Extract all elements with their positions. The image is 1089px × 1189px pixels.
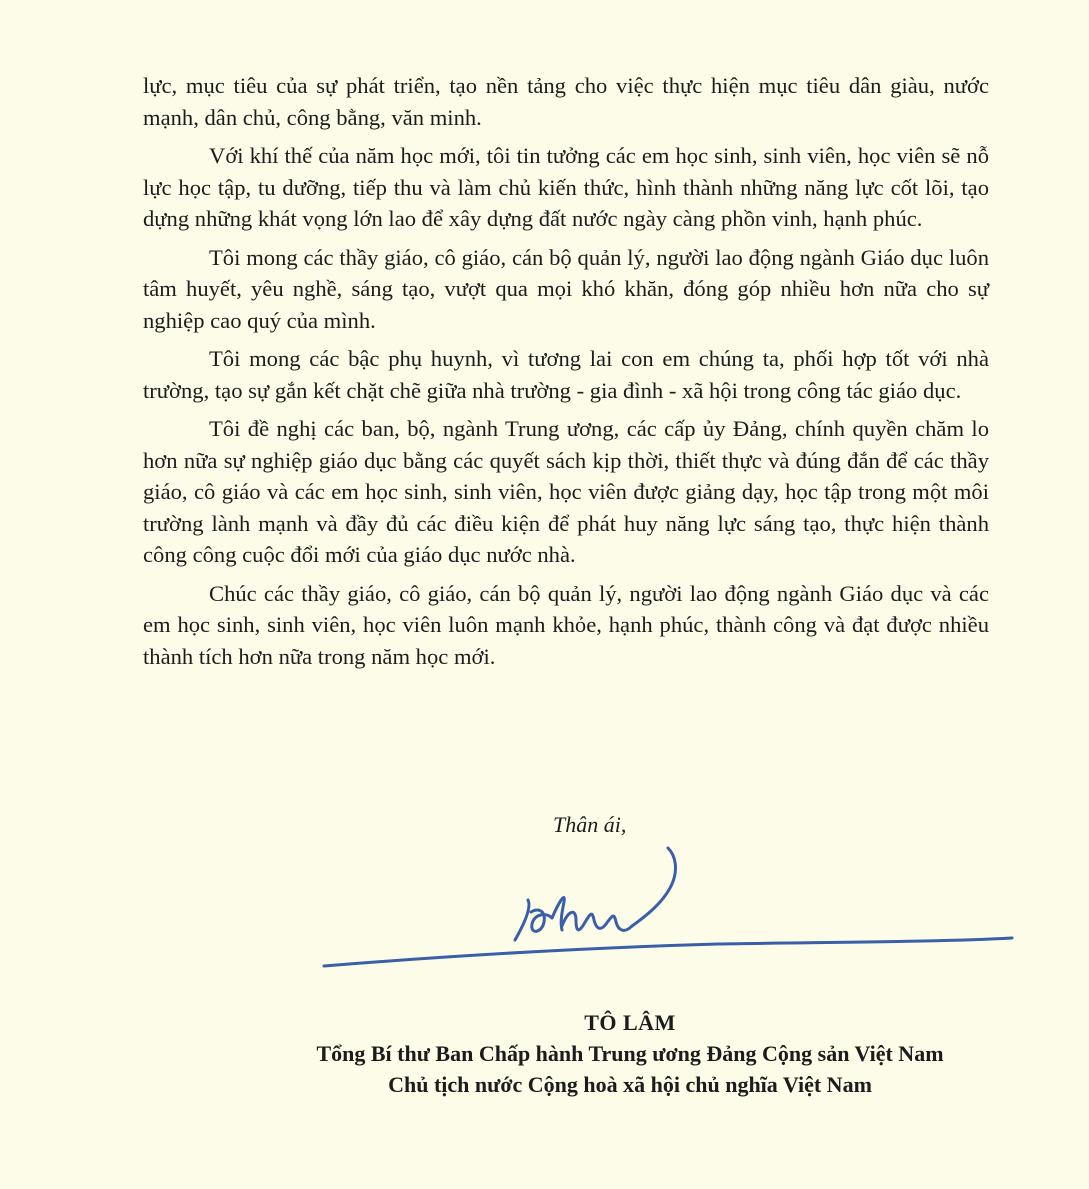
paragraph-authorities: Tôi đề nghị các ban, bộ, ngành Trung ương, các cấp ủy Đảng, chính quyền chăm lo hơn nữa sự nghiệp giáo dục bằng các quyết sách kịp thời, thiết thực và đúng đắn để các thầy giáo, cô giáo và các em học sinh, sinh viên, học viên được giảng dạy, học tập trong một môi trường lành mạnh và đầy đủ các điều kiện để phát huy năng lực sáng tạo, thực hiện thành công công cuộc đổi mới của giáo dục nước nhà. [143,416,989,567]
signer-block [180,1008,1080,1100]
signer-title-party: Tổng Bí thư Ban Chấp hành Trung ương Đảng Cộng sản Việt Nam [316,1041,944,1066]
paragraph-teachers: Tôi mong các thầy giáo, cô giáo, cán bộ quản lý, người lao động ngành Giáo dục luôn tâm huyết, yêu nghề, sáng tạo, vượt qua mọi khó khăn, đóng góp nhiều hơn nữa cho sự nghiệp cao quý của mình. [143,244,989,333]
signer-name: TÔ LÂM [584,1010,676,1035]
signature-icon [318,838,1018,978]
signer-title-state: Chủ tịch nước Cộng hoà xã hội chủ nghĩa Việt Nam [388,1072,872,1097]
closing-salutation: Thân ái, [553,812,627,837]
paragraph-continuation: lực, mục tiêu của sự phát triển, tạo nền tảng cho việc thực hiện mục tiêu dân giàu, nước mạnh, dân chủ, công bằng, văn minh. [143,73,989,130]
letter-body [143,70,989,679]
paragraph-wishes: Chúc các thầy giáo, cô giáo, cán bộ quản lý, người lao động ngành Giáo dục và các em học sinh, sinh viên, học viên luôn mạnh khỏe, hạnh phúc, thành công và đạt được nhiều thành tích hơn nữa trong năm học mới. [143,580,989,669]
paragraph-parents: Tôi mong các bậc phụ huynh, vì tương lai con em chúng ta, phối hợp tốt với nhà trường, tạo sự gắn kết chặt chẽ giữa nhà trường - gia đình - xã hội trong công tác giáo dục. [143,346,989,403]
paragraph-students: Với khí thế của năm học mới, tôi tin tưởng các em học sinh, sinh viên, học viên sẽ nỗ lực học tập, tu dưỡng, tiếp thu và làm chủ kiến thức, hình thành những năng lực cốt lõi, tạo dựng những khát vọng lớn lao để xây dựng đất nước ngày càng phồn vinh, hạnh phúc. [143,143,989,231]
